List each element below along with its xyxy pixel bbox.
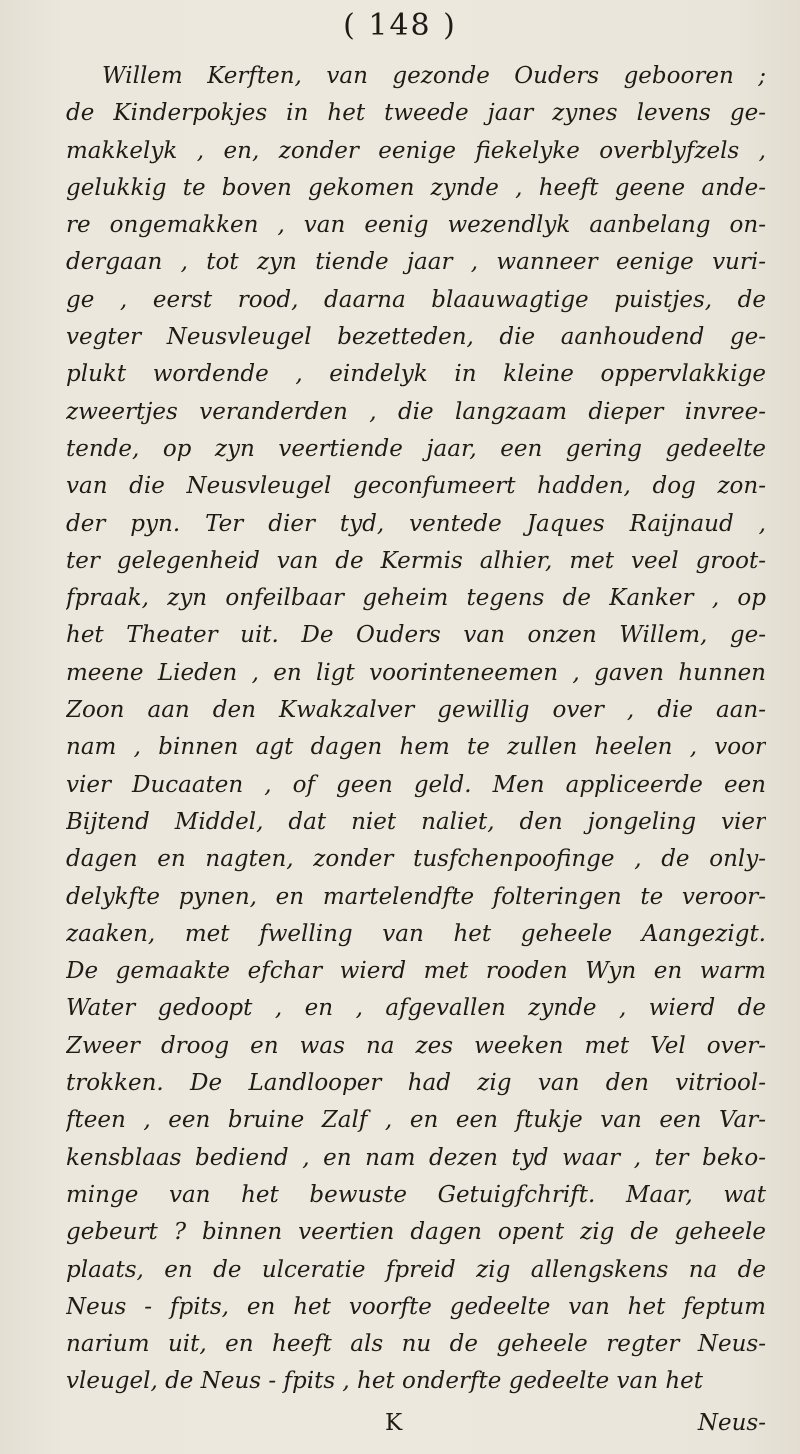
text-line: ter gelegenheid van de Kermis alhier, met veel groot- [66,547,766,574]
text-line: zweertjes veranderden , die langzaam dieper invree- [66,398,766,425]
text-line: kensblaas bediend , en nam dezen tyd waar , ter beko- [66,1144,766,1171]
text-line: Bijtend Middel, dat niet naliet, den jongeling vier [66,808,766,835]
text-line: tende, op zyn veertiende jaar, een gering gedeelte [66,435,766,462]
text-line: plukt wordende , eindelyk in kleine oppervlakkige [66,361,766,388]
text-line: dagen en nagten, zonder tusfchenpoofinge , de only- [66,846,766,873]
text-line: vegter Neusvleugel bezetteden, die aanhoudend ge- [66,324,766,351]
text-line: het Theater uit. De Ouders van onzen Willem, ge- [66,622,766,649]
text-line: plaats, en de ulceratie fpreid zig allengskens na de [66,1256,766,1283]
catchword: Neus- [697,1410,766,1436]
page-number: ( 148 ) [343,8,457,43]
text-line: trokken. De Landlooper had zig van den vitriool- [66,1070,766,1097]
text-line: delykfte pynen, en martelendfte folteringen te veroor- [66,883,766,910]
text-line: zaaken, met fwelling van het geheele Aangezigt. [66,920,766,947]
text-line: Neus - fpits, en het voorfte gedeelte van het feptum [66,1293,766,1320]
text-line: Water gedoopt , en , afgevallen zynde , wierd de [66,995,766,1022]
page-text [66,58,766,1401]
text-line: de Kinderpokjes in het tweede jaar zynes levens ge- [66,100,766,127]
text-line: minge van het bewuste Getuigfchrift. Maar, wat [66,1181,766,1208]
text-line: re ongemakken , van eenig wezendlyk aanbelang on- [66,212,766,239]
signature-mark: K [385,1410,403,1436]
text-line: Zoon aan den Kwakzalver gewillig over , die aan- [66,697,766,724]
text-line: der pyn. Ter dier tyd, ventede Jaques Raijnaud , [66,510,766,537]
text-line: fpraak, zyn onfeilbaar geheim tegens de Kanker , op [66,585,766,612]
text-line: De gemaakte efchar wierd met rooden Wyn en warm [66,958,766,985]
text-line: makkelyk , en, zonder eenige fiekelyke overblyfzels , [66,137,766,164]
text-line: vier Ducaaten , of geen geld. Men appliceerde een [66,771,766,798]
text-line: narium uit, en heeft als nu de geheele regter Neus- [66,1331,766,1358]
text-line: dergaan , tot zyn tiende jaar , wanneer eenige vuri- [66,249,766,276]
text-line: nam , binnen agt dagen hem te zullen heelen , voor [66,734,766,761]
text-line: van die Neusvleugel geconfumeert hadden, dog zon- [66,473,766,500]
text-line: Willem Kerften, van gezonde Ouders gebooren ; [102,63,766,89]
page-footer [0,1410,800,1450]
text-line: vleugel, de Neus - fpits , het onderfte gedeelte van het [66,1368,703,1395]
text-line: gebeurt ? binnen veertien dagen opent zig de geheele [66,1219,766,1246]
text-line: gelukkig te boven gekomen zynde , heeft geene ande- [66,174,766,201]
text-line: fteen , een bruine Zalf , en een ftukje van een Var- [66,1107,766,1134]
text-line: Zweer droog en was na zes weeken met Vel over- [66,1032,766,1059]
text-line: ge , eerst rood, daarna blaauwagtige puistjes, de [66,286,766,313]
text-line: meene Lieden , en ligt voorinteneemen , gaven hunnen [66,659,766,686]
